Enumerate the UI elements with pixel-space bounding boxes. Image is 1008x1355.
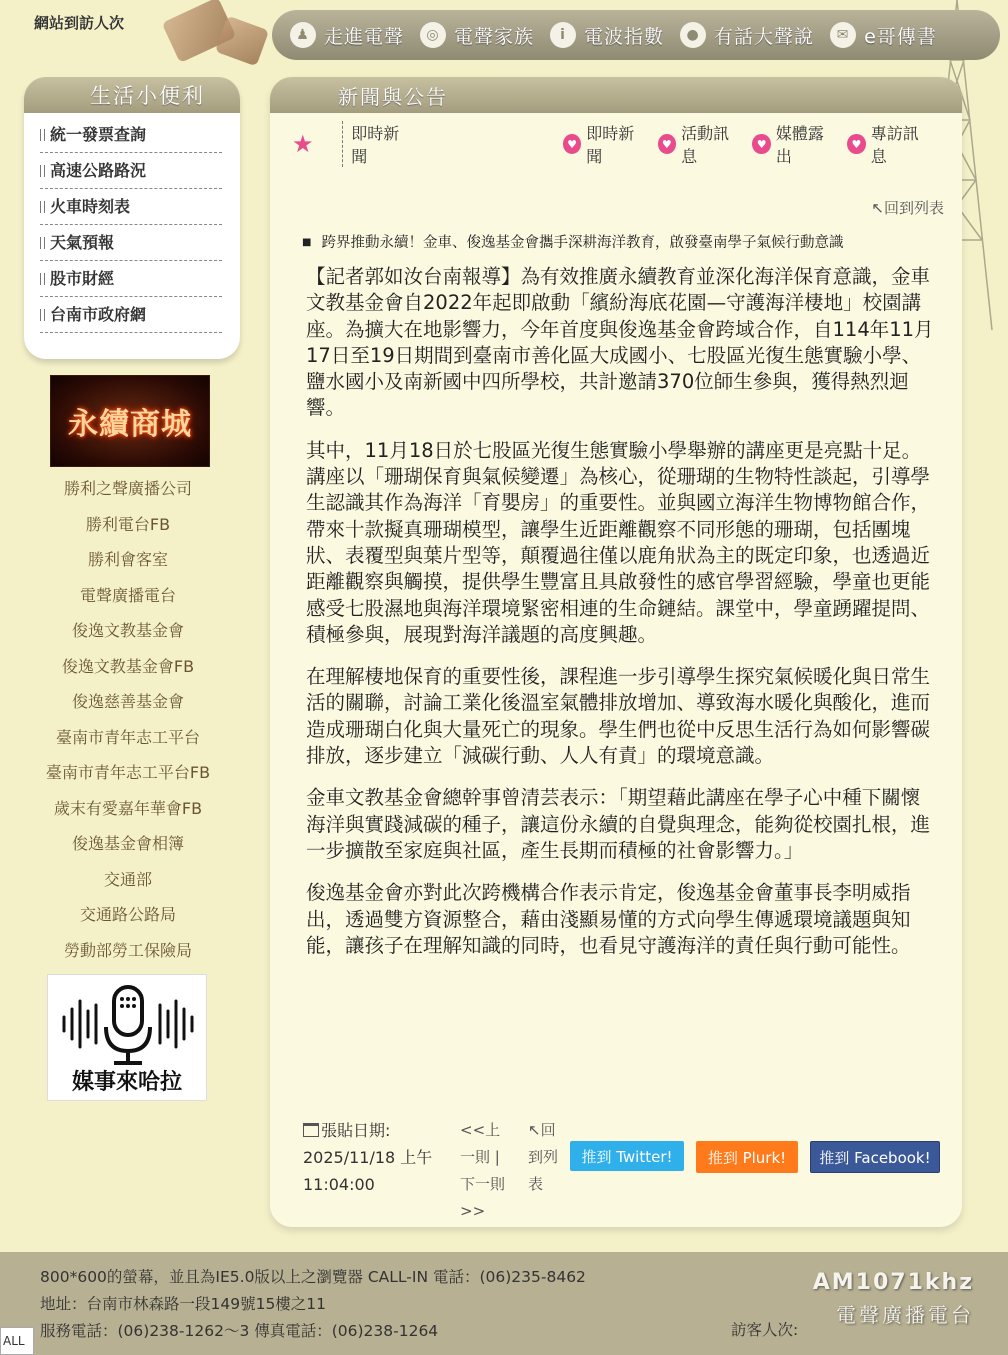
visitor-counter-footer: 訪客人次: bbox=[731, 1321, 799, 1339]
station-name: 電聲廣播電台 bbox=[836, 1303, 974, 1327]
top-navigation bbox=[272, 10, 1000, 60]
link-motc[interactable]: 交通部 bbox=[103, 869, 152, 889]
link-carnival-fb[interactable]: 歲末有愛嘉年華會FB bbox=[53, 798, 203, 818]
tab-label: 專訪訊息 bbox=[870, 124, 919, 166]
post-date bbox=[303, 1117, 432, 1198]
station-frequency: AM1071khz bbox=[812, 1270, 974, 1295]
convenience-list bbox=[24, 113, 240, 333]
star-icon: ★ bbox=[292, 130, 314, 158]
heart-icon: ♥ bbox=[752, 134, 771, 154]
person-icon: ♟ bbox=[290, 22, 316, 48]
article-paragraph: 【記者郭如汝台南報導】為有效推廣永續教育並深化海洋保育意識，金車文教基金會自2022年起即啟動「繽紛海底花園—守護海洋棲地」校園講座。為擴大在地影響力，今年首度與俊逸基金會跨域合作，自114年11月17日至19日期間到臺南市善化區大成國小、七股區光復生態實驗小學、鹽水國小及南新國中四所學校，共計邀請370位師生參與，獲得熱烈迴響。 bbox=[306, 265, 934, 420]
link-junyi-album[interactable]: 俊逸基金會相簿 bbox=[71, 834, 184, 853]
news-subnav bbox=[292, 124, 942, 166]
link-victory-fb[interactable]: 勝利電台FB bbox=[85, 514, 171, 534]
tab-breaking-news[interactable] bbox=[563, 121, 646, 167]
back-to-list-link[interactable]: ↖回到列表 bbox=[871, 199, 944, 217]
current-category: 即時新聞 bbox=[342, 121, 411, 167]
nav-speak-out[interactable] bbox=[680, 22, 814, 49]
post-date-label: 張貼日期: bbox=[321, 1121, 391, 1140]
link-victory-lounge[interactable]: 勝利會客室 bbox=[87, 550, 168, 569]
footer-line-browser: 800*600的螢幕，並且為IE5.0版以上之瀏覽器 CALL-IN 電話：(06)235-8462 bbox=[40, 1268, 586, 1286]
nav-label: e哥傳書 bbox=[864, 25, 937, 48]
article-paragraph: 在理解棲地保育的重要性後，課程進一步引導學生探究氣候暖化與日常生活的關聯，討論工業化後溫室氣體排放增加、導致海水暖化與酸化，進而造成珊瑚白化與大量死亡的現象。學生們也從中反思生活行為如何影響碳排放，逐步建立「減碳行動、人人有責」的環境意識。 bbox=[306, 665, 931, 768]
nav-label: 電聲家族 bbox=[454, 25, 535, 48]
microphone-icon bbox=[48, 979, 208, 1069]
sidebar-item-stocks[interactable]: 股市財經 bbox=[40, 261, 222, 297]
article-body bbox=[306, 264, 936, 975]
tab-events[interactable] bbox=[658, 121, 741, 167]
site-footer bbox=[0, 1252, 1008, 1355]
post-time-value: 11:04:00 bbox=[303, 1175, 375, 1194]
nav-label: 電波指數 bbox=[584, 25, 665, 48]
sidebar-item-tainan-gov[interactable]: 台南市政府網 bbox=[40, 297, 222, 333]
tab-label: 即時新聞 bbox=[586, 124, 635, 166]
heart-icon: ♥ bbox=[563, 134, 582, 154]
calendar-icon bbox=[303, 1123, 319, 1137]
podcast-banner[interactable] bbox=[47, 974, 207, 1101]
pager-prev-next bbox=[460, 1117, 514, 1225]
footer-line-address: 地址：台南市林森路一段149號15樓之11 bbox=[40, 1295, 327, 1313]
sustainable-mall-banner[interactable] bbox=[50, 375, 210, 467]
link-junyi-charity[interactable]: 俊逸慈善基金會 bbox=[71, 692, 184, 711]
heart-icon: ♥ bbox=[847, 134, 866, 154]
pager-separator: | bbox=[490, 1148, 500, 1166]
next-article-link[interactable]: 下一則>> bbox=[460, 1175, 506, 1220]
station-logo bbox=[813, 1270, 974, 1328]
prev-article-link[interactable]: <<上一則 bbox=[460, 1121, 501, 1166]
footer-info bbox=[40, 1264, 586, 1345]
heart-icon: ♥ bbox=[658, 134, 677, 154]
banner-title: 永續商城 bbox=[68, 407, 192, 442]
nav-mail[interactable] bbox=[830, 22, 937, 49]
share-facebook-button[interactable]: 推到 Facebook! bbox=[810, 1141, 940, 1173]
link-dian-sheng-radio[interactable]: 電聲廣播電台 bbox=[79, 585, 176, 605]
link-youth-volunteer[interactable]: 臺南市青年志工平台 bbox=[55, 727, 200, 747]
nav-family[interactable] bbox=[420, 22, 534, 49]
link-youth-volunteer-fb[interactable]: 臺南市青年志工平台FB bbox=[45, 763, 211, 782]
post-date-value: 2025/11/18 上午 bbox=[303, 1148, 433, 1167]
pager-back-to-list[interactable]: ↖回到列表 bbox=[528, 1121, 559, 1193]
article-paragraph: 金車文教基金會總幹事曾清芸表示：「期望藉此講座在學子心中種下關懷海洋與實踐減碳的種子，讓這份永續的自覺與理念，能夠從校園扎根，進一步擴散至家庭與社區，產生長期而積極的社會影響力。」 bbox=[306, 786, 931, 862]
nav-label: 有話大聲說 bbox=[714, 25, 815, 48]
call-tag[interactable]: ALL bbox=[0, 1327, 34, 1355]
tab-media[interactable] bbox=[752, 121, 835, 167]
news-panel bbox=[270, 77, 962, 1227]
tab-label: 活動訊息 bbox=[681, 124, 730, 166]
link-highway-bureau[interactable]: 交通路公路局 bbox=[79, 905, 176, 924]
article-title: ■ 跨界推動永續！金車、俊逸基金會攜手深耕海洋教育，啟發臺南學子氣候行動意識 bbox=[302, 231, 944, 252]
tab-interviews[interactable] bbox=[847, 121, 930, 167]
nav-label: 走進電聲 bbox=[324, 25, 405, 48]
sidebar-item-weather[interactable]: 天氣預報 bbox=[40, 225, 222, 261]
info-icon: i bbox=[550, 22, 576, 48]
link-junyi-foundation-fb[interactable]: 俊逸文教基金會FB bbox=[61, 656, 195, 676]
nav-about[interactable] bbox=[290, 22, 404, 49]
link-junyi-foundation[interactable]: 俊逸文教基金會 bbox=[71, 621, 184, 640]
tab-label: 媒體露出 bbox=[775, 124, 824, 166]
share-plurk-button[interactable]: 推到 Plurk! bbox=[696, 1141, 798, 1173]
swirl-icon: ◎ bbox=[420, 22, 446, 48]
envelope-icon: ✉ bbox=[830, 22, 856, 48]
sidebar-item-train[interactable]: 火車時刻表 bbox=[40, 189, 222, 225]
link-labor-insurance[interactable]: 勞動部勞工保險局 bbox=[63, 940, 192, 960]
news-panel-title: 新聞與公告 bbox=[270, 77, 962, 113]
external-links bbox=[0, 474, 256, 971]
article-paragraph: 其中，11月18日於七股區光復生態實驗小學舉辦的講座更是亮點十足。講座以「珊瑚保育與氣候變遷」為核心，從珊瑚的生物特性談起，引導學生認識其作為海洋「育嬰房」的重要性。並與國立海洋生物博物館合作，帶來十款擬真珊瑚模型，讓學生近距離觀察不同形態的珊瑚，包括團塊狀、表覆型與葉片型等，顛覆過往僅以鹿角狀為主的既定印象，也透過近距離觀察與觸摸，提供學生豐富且具啟發性的感官學習經驗，學童也更能感受七股濕地與海洋環境緊密相連的生命鏈結。課堂中，學童踴躍提問、積極參與，展現對海洋議題的高度興趣。 bbox=[306, 438, 931, 646]
article-paragraph: 俊逸基金會亦對此次跨機構合作表示肯定，俊逸基金會董事長李明威指出，透過雙方資源整合，藉由淺顯易懂的方式向學生傳遞環境議題與知能，讓孩子在理解知識的同時，也看見守護海洋的責任與行動可能性。 bbox=[306, 881, 911, 957]
podcast-banner-label: 媒事來哈拉 bbox=[71, 1070, 182, 1095]
sidebar-item-highway[interactable]: 高速公路路況 bbox=[40, 153, 222, 189]
share-twitter-button[interactable]: 推到 Twitter! bbox=[570, 1141, 684, 1171]
sidebar-item-invoice[interactable]: 統一發票查詢 bbox=[40, 117, 222, 153]
visitor-counter-label: 網站到訪人次 bbox=[34, 14, 125, 32]
nav-index[interactable] bbox=[550, 22, 664, 49]
footer-line-phone: 服務電話：(06)238-1262～3 傳真電話：(06)238-1264 bbox=[40, 1322, 439, 1340]
sidebar-title: 生活小便利 bbox=[24, 77, 240, 113]
article-pager bbox=[460, 1117, 564, 1225]
link-victory-voice[interactable]: 勝利之聲廣播公司 bbox=[63, 479, 192, 498]
chat-bubble-icon: ● bbox=[680, 22, 706, 48]
convenience-sidebar bbox=[24, 77, 240, 359]
